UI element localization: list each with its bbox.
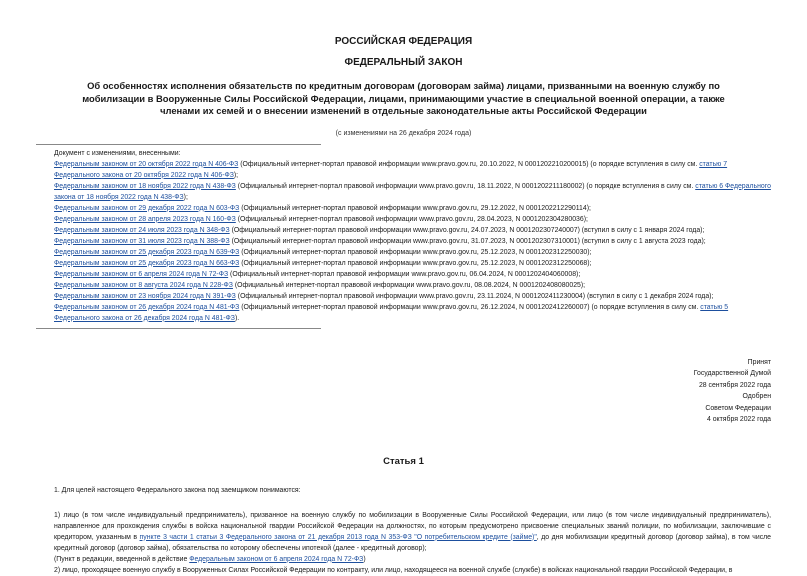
law-72-link[interactable]: Федеральным законом от 6 апреля 2024 года N 72-ФЗ	[189, 555, 364, 563]
doc-change-item	[36, 203, 771, 214]
law-title: Об особенностях исполнения обязательств по кредитным договорам (договорам займа) лицами, призванными на военную службу по мобилизации в Вооруженные Силы Российской Федерации, лицами, принимающими участие в специальной военной операции, а также членами их семей и о внесении изменений в отдельные законодательные акты Российской Федерации	[82, 80, 725, 116]
amending-law-link[interactable]: Федеральным законом от 25 декабря 2023 года N 639-ФЗ	[54, 248, 240, 256]
doc-changes-intro: Документ с изменениями, внесенными:	[54, 149, 181, 157]
amending-law-source: (Официальный интернет-портал правовой информации www.pravo.gov.ru, 25.12.2023, N 0001202312250068);	[239, 259, 592, 267]
doc-changes-list	[36, 145, 771, 328]
entry-into-force-link[interactable]: статью 7 Федерального закона от 20 октября 2022 года N 406-ФЗ	[54, 160, 728, 179]
doc-change-item	[36, 291, 771, 302]
amending-law-source: (Официальный интернет-портал правовой информации www.pravo.gov.ru, 08.08.2024, N 0001202408080025);	[232, 281, 586, 289]
amending-law-tail: ).	[234, 314, 240, 322]
divider-bottom	[36, 328, 321, 329]
p2-text-a: 1) лицо (в том числе индивидуальный предприниматель), призванное на военную службу по мобилизации в Вооруженные Силы Российской Федерации, или лицо (в том числе индивидуальный предприниматель), направленное для прохождения службы в войска национальной гвардии Российской Федерации на должностях, по которым предусмотрено присвоение специальных званий полиции, по мобилизации, заключившие с кредитором, указанным в	[54, 511, 771, 541]
doc-change-item	[36, 280, 771, 291]
approved-date: 4 октября 2022 года	[706, 416, 771, 423]
doc-change-item	[36, 225, 771, 236]
amending-law-source: (Официальный интернет-портал правовой информации www.pravo.gov.ru, 28.04.2023, N 0001202304280036);	[235, 215, 588, 223]
amending-law-source: (Официальный интернет-портал правовой информации www.pravo.gov.ru, 25.12.2023, N 0001202312250030);	[239, 248, 592, 256]
amending-law-link[interactable]: Федеральным законом от 23 ноября 2024 года N 391-ФЗ	[54, 292, 236, 300]
changes-note: (с изменениями на 26 декабря 2024 года)	[335, 129, 472, 137]
article-body	[36, 485, 771, 576]
amending-law-source: (Официальный интернет-портал правовой информации www.pravo.gov.ru, 31.07.2023, N 0001202307310001) (вступил в силу с 1 августа 2023 года);	[229, 237, 706, 245]
article-paragraph-1: 1. Для целей настоящего Федерального закона под заемщиком понимаются:	[54, 486, 301, 494]
article-paragraph-3	[36, 554, 771, 565]
approved-body: Советом Федерации	[705, 404, 771, 412]
law-353-link[interactable]: пункте 3 части 1 статьи 3 Федерального закона от 21 декабря 2013 года N 353-ФЗ "О потребительском кредите (займе)"	[139, 533, 537, 541]
doc-change-item	[36, 214, 771, 225]
amending-law-link[interactable]: Федеральным законом от 20 октября 2022 года N 406-ФЗ	[54, 160, 239, 168]
doc-change-item	[36, 302, 771, 324]
adopted-date: 28 сентября 2022 года	[698, 381, 771, 389]
amending-law-source: (Официальный интернет-портал правовой информации www.pravo.gov.ru, 18.11.2022, N 0001202211180002) (о порядке вступления в силу см.	[235, 182, 696, 190]
p2-text-b: , до дня мобилизации кредитный договор (договор займа), в том числе кредитный договор (договор займа), обязательства по которому обеспечены ипотекой (далее - кредитный договор);	[54, 533, 771, 552]
p3-text-a: (Пункт в редакции, введенной в действие	[54, 555, 190, 563]
amending-law-source: (Официальный интернет-портал правовой информации www.pravo.gov.ru, 23.11.2024, N 0001202411230004) (вступил в силу с 1 декабря 2024 года);	[235, 292, 714, 300]
p3-text-b: )	[363, 555, 366, 563]
amending-law-source: (Официальный интернет-портал правовой информации www.pravo.gov.ru, 20.10.2022, N 0001202210200015) (о порядке вступления в силу см.	[238, 160, 700, 168]
amending-law-source: (Официальный интернет-портал правовой информации www.pravo.gov.ru, 26.12.2024, N 0001202412260007) (о порядке вступления в силу см.	[239, 303, 701, 311]
doc-changes-items	[36, 159, 771, 324]
amending-law-source: (Официальный интернет-портал правовой информации www.pravo.gov.ru, 06.04.2024, N 0001202404060008);	[228, 270, 581, 278]
amending-law-tail: );	[233, 171, 239, 179]
entry-into-force-link[interactable]: статью 6 Федерального закона от 18 ноября 2022 года N 438-ФЗ	[54, 182, 771, 201]
amending-law-link[interactable]: Федеральным законом от 28 апреля 2023 года N 160-ФЗ	[54, 215, 236, 223]
doc-change-item	[36, 236, 771, 247]
amending-law-tail: );	[183, 193, 188, 201]
amending-law-link[interactable]: Федеральным законом от 25 декабря 2023 года N 663-ФЗ	[54, 259, 240, 267]
adoption-block	[36, 357, 771, 426]
article-paragraph-2	[36, 510, 771, 554]
doc-change-item	[36, 269, 771, 280]
amending-law-link[interactable]: Федеральным законом от 8 августа 2024 года N 228-ФЗ	[54, 281, 233, 289]
amending-law-source: (Официальный интернет-портал правовой информации www.pravo.gov.ru, 24.07.2023, N 0001202307240007) (вступил в силу с 1 января 2024 года);	[229, 226, 705, 234]
amending-law-link[interactable]: Федеральным законом от 31 июля 2023 года N 388-ФЗ	[54, 237, 230, 245]
adopted-label: Принят	[747, 358, 771, 366]
doc-change-item	[36, 258, 771, 269]
doc-change-item	[36, 247, 771, 258]
approved-label: Одобрен	[742, 393, 771, 400]
entry-into-force-link[interactable]: статью 5 Федерального закона от 26 декабря 2024 года N 481-ФЗ	[54, 303, 729, 322]
amending-law-link[interactable]: Федеральным законом от 26 декабря 2024 года N 481-ФЗ	[54, 303, 240, 311]
article-title: Статья 1	[383, 455, 424, 467]
federation-heading: РОССИЙСКАЯ ФЕДЕРАЦИЯ	[334, 36, 473, 47]
article-paragraph-4: 2) лицо, проходящее военную службу в Вооруженных Силах Российской Федерации по контракту, или лицо, находящееся на военной службе (службе) в войсках национальной гвардии Российской Федерации, в	[54, 566, 733, 574]
doc-change-item	[36, 181, 771, 203]
amending-law-link[interactable]: Федеральным законом от 29 декабря 2022 года N 603-ФЗ	[54, 204, 240, 212]
amending-law-link[interactable]: Федеральным законом от 24 июля 2023 года N 348-ФЗ	[54, 226, 230, 234]
doc-change-item	[36, 159, 771, 181]
law-type-heading: ФЕДЕРАЛЬНЫЙ ЗАКОН	[344, 57, 463, 68]
adopted-body: Государственной Думой	[693, 370, 771, 377]
amending-law-link[interactable]: Федеральным законом от 18 ноября 2022 года N 438-ФЗ	[54, 182, 236, 190]
amending-law-link[interactable]: Федеральным законом от 6 апреля 2024 года N 72-ФЗ	[54, 270, 229, 278]
amending-law-source: (Официальный интернет-портал правовой информации www.pravo.gov.ru, 29.12.2022, N 0001202212290114);	[239, 204, 591, 212]
